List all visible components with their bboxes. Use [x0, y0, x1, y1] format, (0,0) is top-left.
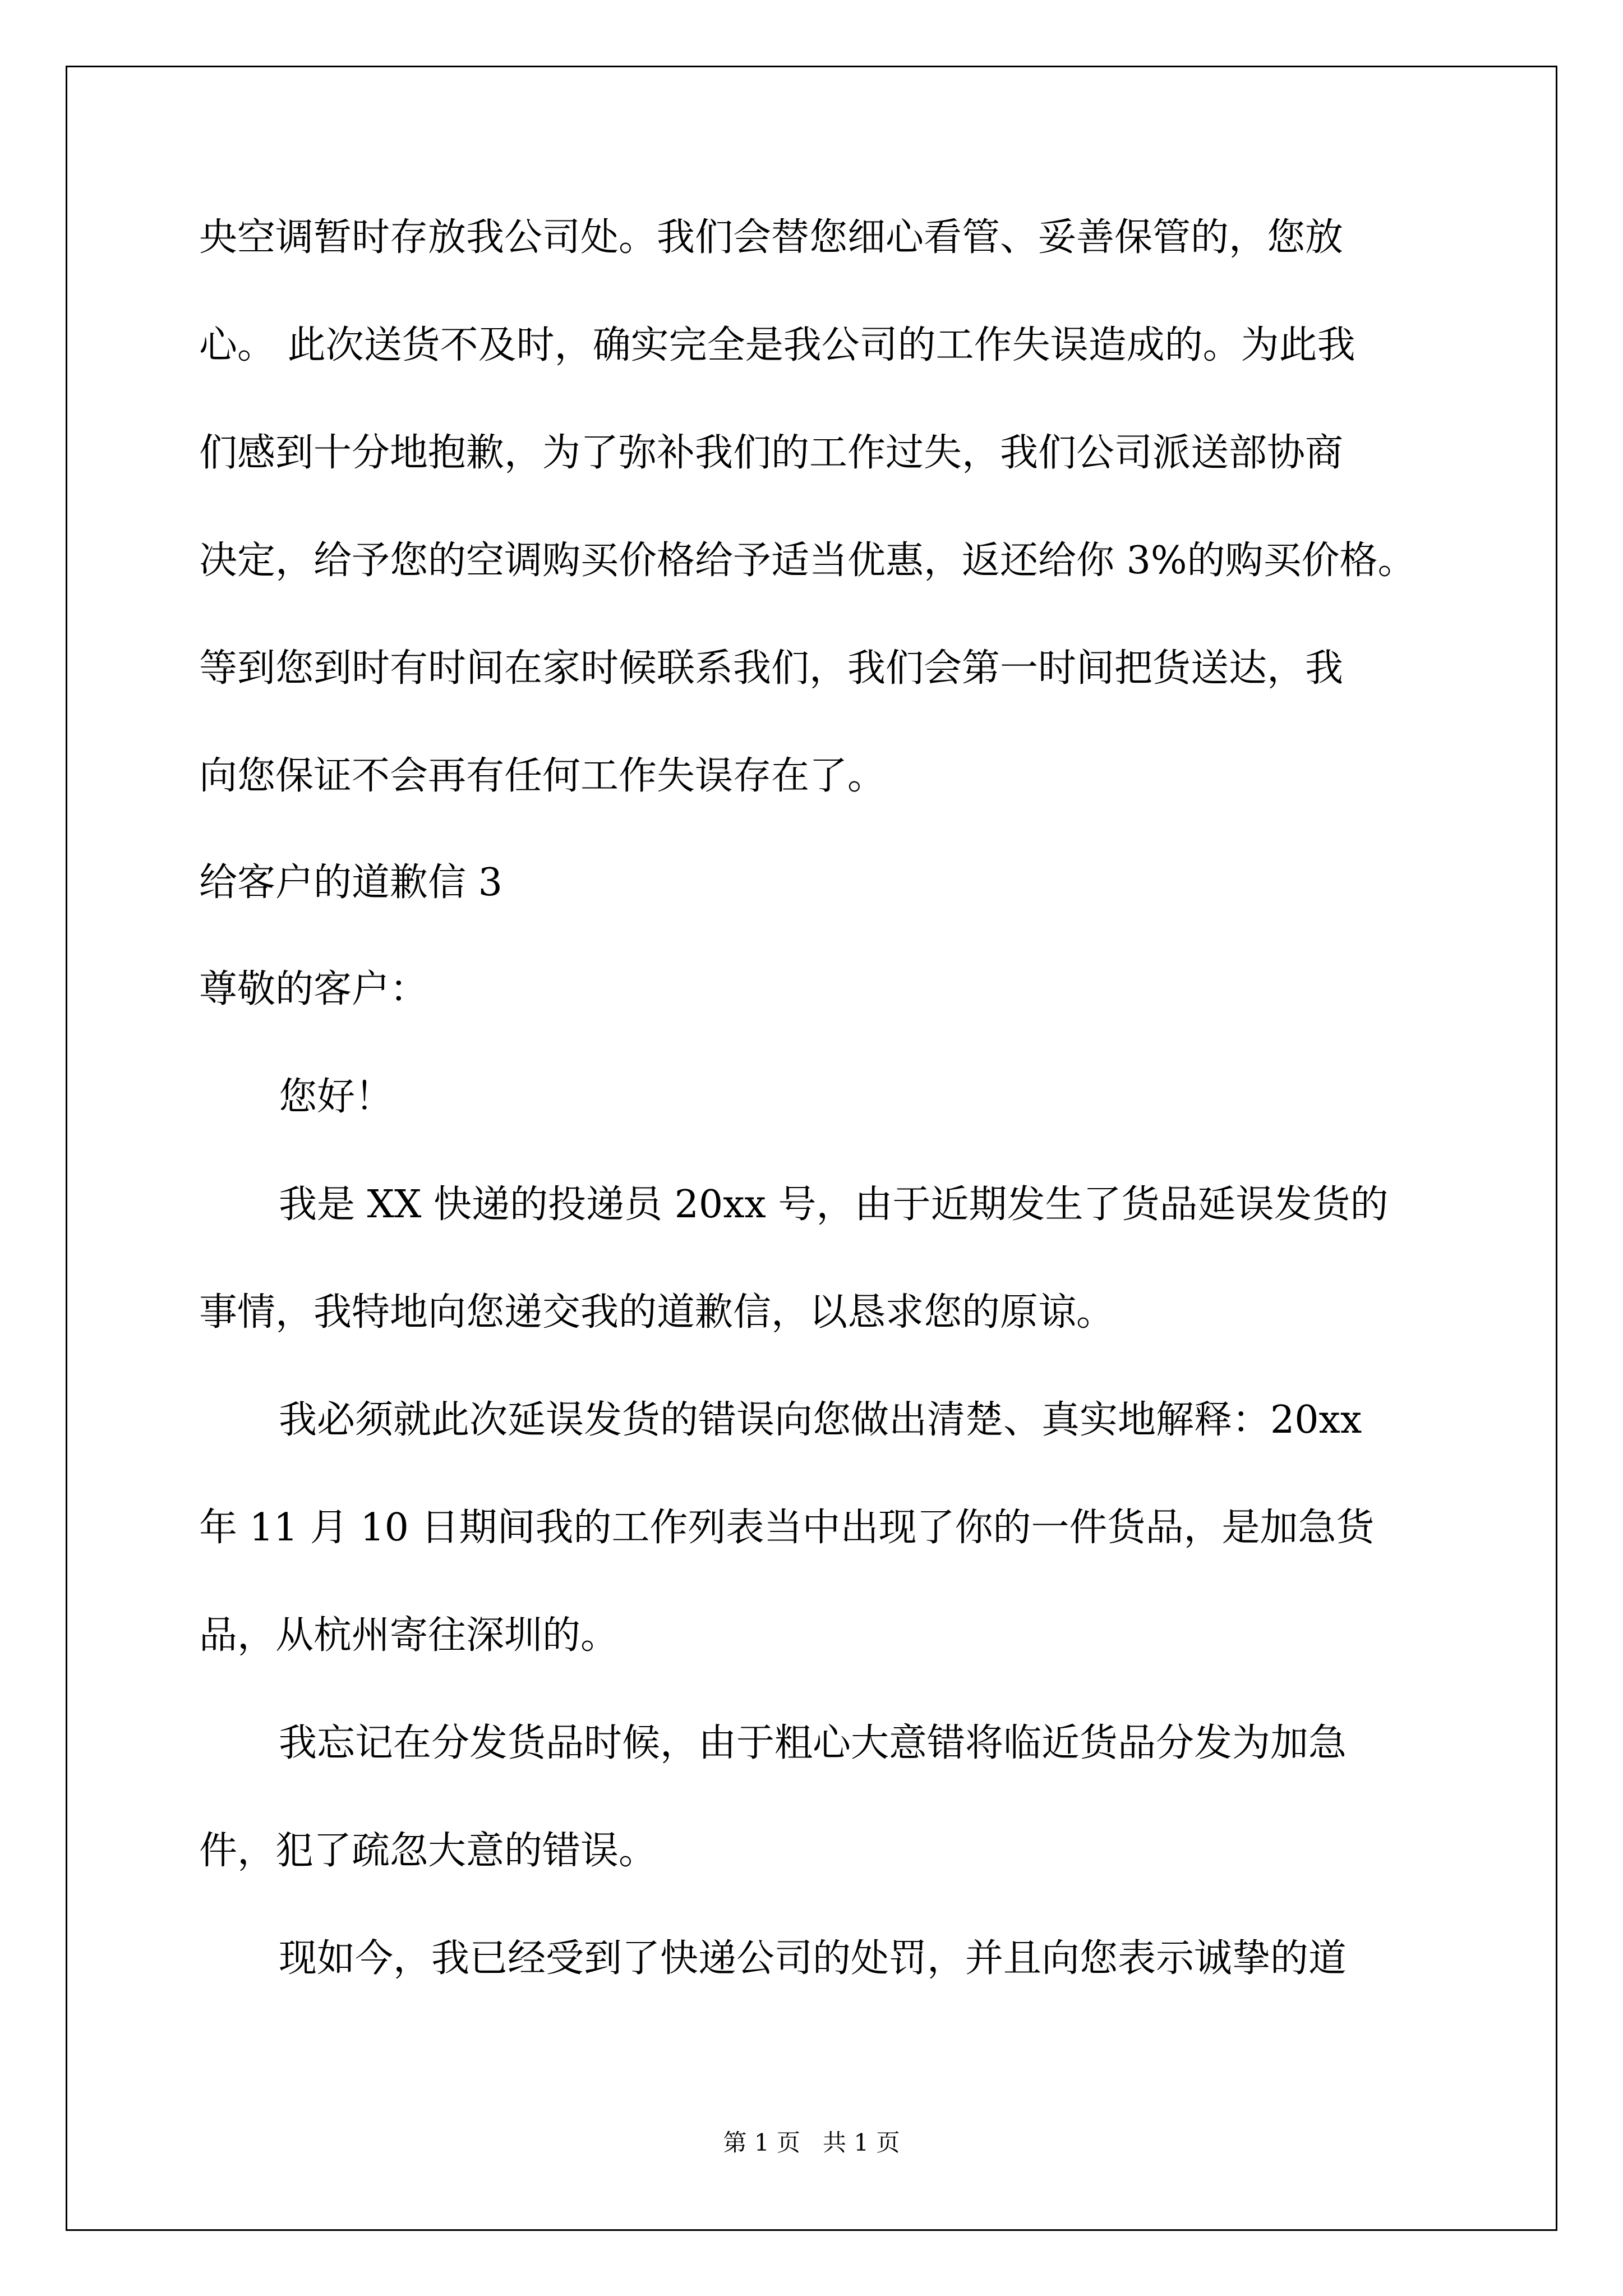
paragraph-line: 事情，我特地向您递交我的道歉信，以恳求您的原谅。 [199, 1290, 1115, 1335]
text-line: 向您保证不会再有任何工作失误存在了。 [199, 754, 886, 798]
paragraph-line: 现如今，我已经受到了快递公司的处罚，并且向您表示诚挚的道 [279, 1936, 1347, 1981]
text-line: 等到您到时有时间在家时候联系我们，我们会第一时间把货送达，我 [199, 646, 1344, 691]
paragraph-line: 我必须就此次延误发货的错误向您做出清楚、真实地解释：20xx [279, 1398, 1362, 1442]
paragraph-line: 件，犯了疏忽大意的错误。 [199, 1829, 657, 1873]
paragraph-line: 品，从杭州寄往深圳的。 [199, 1613, 619, 1658]
text-line: 央空调暂时存放我公司处。我们会替您细心看管、妥善保管的，您放 [199, 215, 1344, 260]
text-line: 决定，给予您的空调购买价格给予适当优惠，返还给你 3%的购买价格。 [199, 539, 1416, 583]
page-footer: 第 1 页 共 1 页 [723, 2129, 900, 2156]
salutation: 尊敬的客户： [199, 967, 428, 1011]
letter-title: 给客户的道歉信 3 [199, 861, 502, 905]
paragraph-line: 年 11 月 10 日期间我的工作列表当中出现了你的一件货品，是加急货 [199, 1506, 1375, 1550]
text-line: 们感到十分地抱歉，为了弥补我们的工作过失，我们公司派送部协商 [199, 431, 1344, 475]
greeting: 您好！ [279, 1075, 394, 1119]
paragraph-line: 我是 XX 快递的投递员 20xx 号，由于近期发生了货品延误发货的 [279, 1182, 1389, 1227]
text-line: 心。 此次送货不及时，确实完全是我公司的工作失误造成的。为此我 [199, 323, 1355, 367]
paragraph-line: 我忘记在分发货品时候，由于粗心大意错将临近货品分发为加急 [279, 1721, 1347, 1765]
